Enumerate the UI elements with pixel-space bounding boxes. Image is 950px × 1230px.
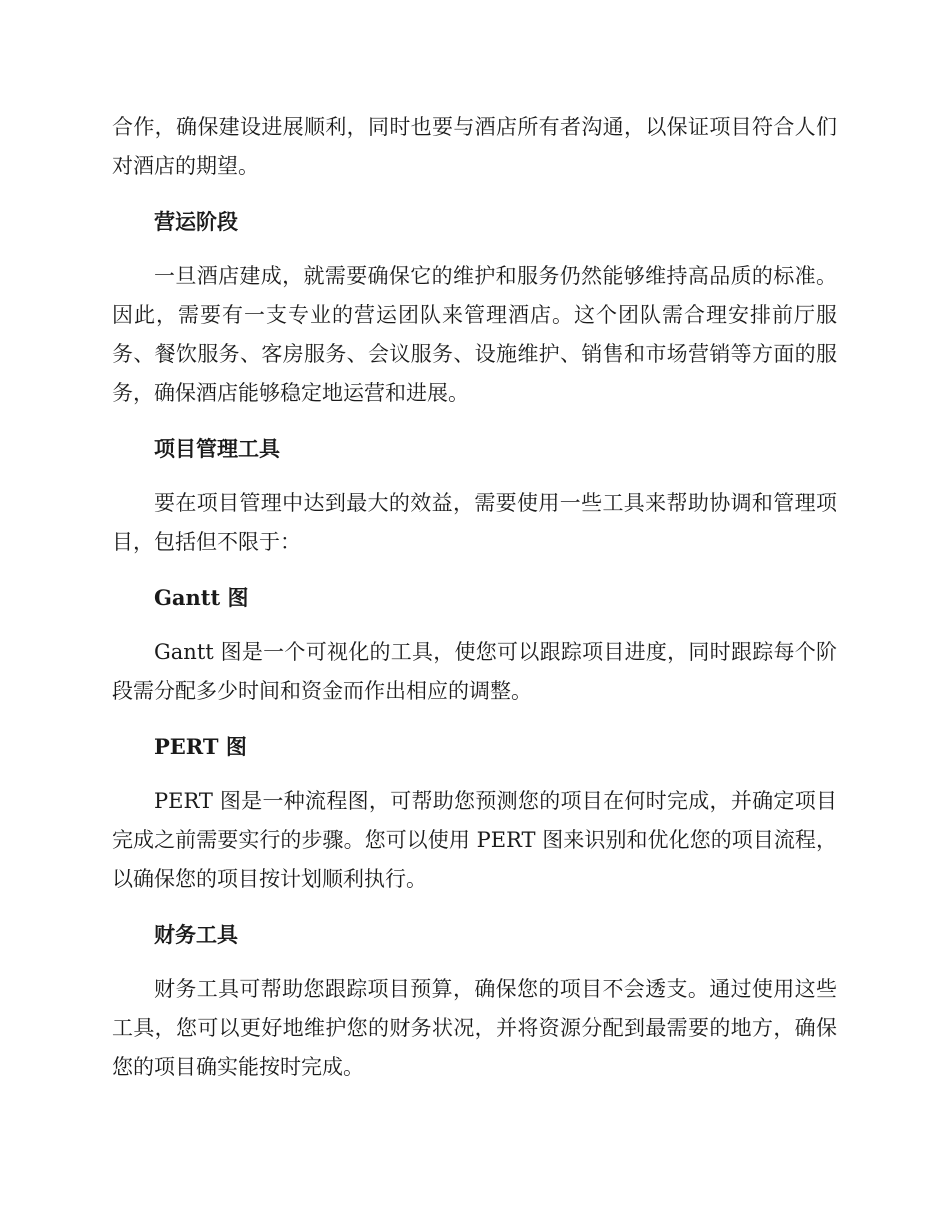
heading-project-management-tools: 项目管理工具 <box>154 436 280 461</box>
paragraph-continuation: 合作，确保建设进展顺利，同时也要与酒店所有者沟通，以保证项目符合人们对酒店的期望。 <box>112 115 837 178</box>
paragraph-operation-phase: 一旦酒店建成，就需要确保它的维护和服务仍然能够维持高品质的标准。因此，需要有一支专业的营运团队来管理酒店。这个团队需合理安排前厅服务、餐饮服务、客房服务、会议服务、设施维护、销售和市场营销等方面的服务，确保酒店能够稳定地运营和进展。 <box>112 264 837 405</box>
paragraph-gantt-chart: Gantt 图是一个可视化的工具，使您可以跟踪项目进度，同时跟踪每个阶段需分配多少时间和资金而作出相应的调整。 <box>112 640 837 703</box>
paragraph-pert-chart: PERT 图是一种流程图，可帮助您预测您的项目在何时完成，并确定项目完成之前需要实行的步骤。您可以使用 PERT 图来识别和优化您的项目流程，以确保您的项目按计划顺利执行。 <box>112 789 837 891</box>
heading-operation-phase: 营运阶段 <box>154 209 238 234</box>
heading-gantt-chart: Gantt 图 <box>154 585 249 610</box>
heading-pert-chart: PERT 图 <box>154 734 247 759</box>
heading-financial-tools: 财务工具 <box>154 922 238 947</box>
paragraph-financial-tools: 财务工具可帮助您跟踪项目预算，确保您的项目不会透支。通过使用这些工具，您可以更好地维护您的财务状况，并将资源分配到最需要的地方，确保您的项目确实能按时完成。 <box>112 977 837 1079</box>
document-body <box>112 108 837 1103</box>
paragraph-project-management-tools: 要在项目管理中达到最大的效益，需要使用一些工具来帮助协调和管理项目，包括但不限于： <box>112 491 837 554</box>
